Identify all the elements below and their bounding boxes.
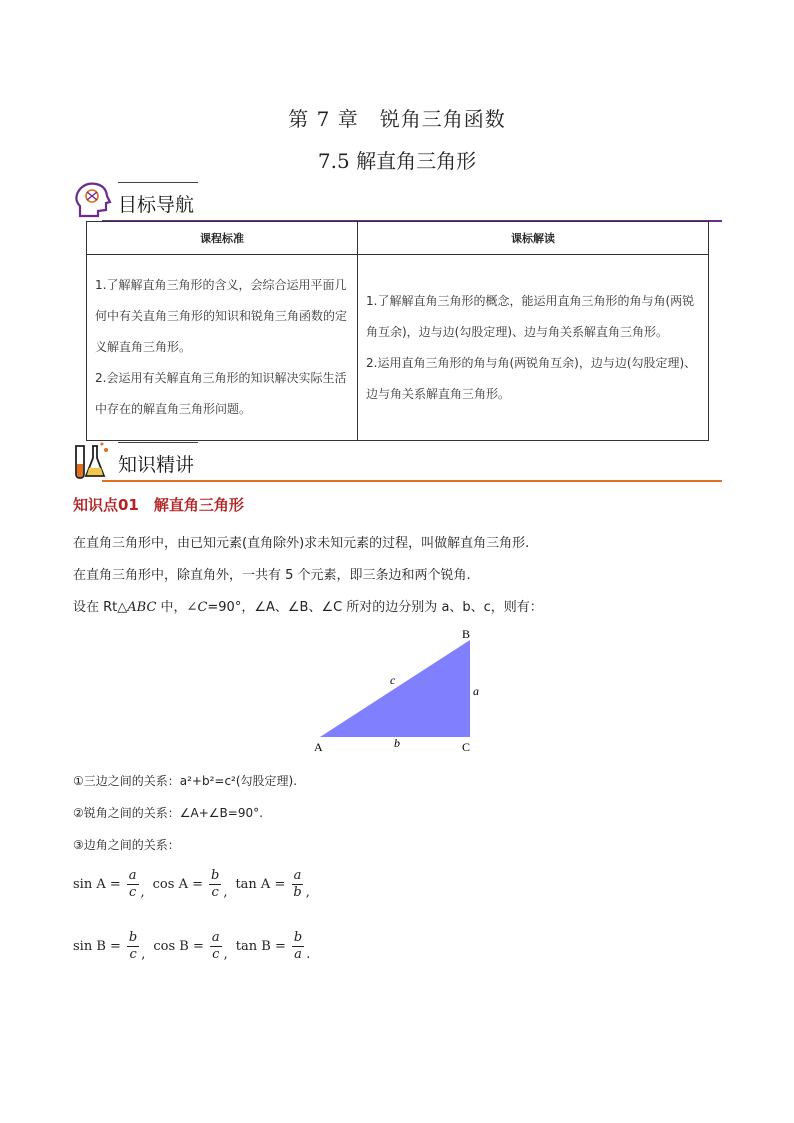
fraction-denominator: c (211, 885, 219, 900)
fraction-denominator: c (128, 885, 137, 900)
setup-triangle: △ABC (117, 600, 157, 615)
side-c-label: c (390, 673, 396, 687)
vertex-c-label: C (462, 740, 471, 754)
fraction-denominator: c (129, 947, 137, 962)
fraction-numerator: a (293, 868, 302, 883)
formula-fraction (291, 868, 303, 901)
formula-fraction (292, 930, 304, 963)
goals-section-header (72, 180, 722, 224)
col-interpretation-header: 课标解读 (358, 222, 709, 255)
formula-fraction (127, 930, 139, 963)
relation-angles: ②锐角之间的关系：∠A+∠B=90°. (73, 806, 263, 820)
goals-table-header-row (87, 222, 709, 255)
knowledge-divider (102, 480, 722, 482)
side-b-label: b (394, 736, 400, 750)
definition-paragraph: 在直角三角形中，由已知元素(直角除外)求未知元素的过程，叫做解直角三角形. (73, 536, 530, 551)
formula-separator: , (223, 885, 228, 900)
right-triangle (320, 640, 470, 737)
formula-fn: sin B = (73, 939, 121, 954)
lab-flask-icon (72, 440, 112, 480)
setup-angle: ∠C (186, 600, 208, 615)
fraction-numerator: b (210, 868, 220, 883)
knowledge-section-title: 知识精讲 (118, 454, 195, 476)
formula-fn: cos B = (153, 939, 204, 954)
goals-table (86, 221, 709, 441)
formula-fn: tan A = (235, 877, 286, 892)
interpretation-item: 2.运用直角三角形的角与角(两锐角互余)，边与边(勾股定理)、边与角关系解直角三角形。 (366, 355, 697, 401)
relation-sides: ①三边之间的关系：a²+b²=c²(勾股定理). (73, 774, 298, 788)
setup-paragraph (73, 596, 543, 615)
side-a-label: a (473, 684, 479, 698)
col-course-standard-header: 课程标准 (87, 222, 358, 255)
vertex-a-label: A (314, 740, 323, 754)
formula-fraction (210, 930, 222, 963)
formula-fn: sin A = (73, 877, 121, 892)
goals-table-row (87, 255, 709, 441)
knowledge-top-line (118, 442, 198, 443)
course-standard-cell (87, 255, 358, 441)
standard-item: 1.了解解直角三角形的含义，会综合运用平面几何中有关直角三角形的知识和锐角三角函数的定义解直角三角形。 (95, 278, 348, 354)
formula-separator: , (140, 885, 145, 900)
section-title: 7.5 解直角三角形 (317, 149, 477, 173)
formula-row-a (73, 868, 318, 901)
formula-separator: . (306, 947, 311, 962)
fraction-numerator: b (128, 930, 138, 945)
setup-text-pre: 设在 Rt (73, 600, 118, 615)
elements-paragraph: 在直角三角形中，除直角外，一共有 5 个元素，即三条边和两个锐角. (73, 568, 471, 583)
goals-top-line (118, 182, 198, 183)
formula-row-b (73, 930, 318, 963)
relation-side-angle: ③边角之间的关系： (73, 838, 180, 852)
formula-fraction (209, 868, 221, 901)
formula-separator: , (141, 947, 146, 962)
setup-text-mid: 中， (156, 600, 187, 615)
formula-fn: tan B = (235, 939, 286, 954)
fraction-denominator: b (293, 885, 302, 900)
fraction-denominator: a (294, 947, 302, 962)
interpretation-cell (358, 255, 709, 441)
brain-head-icon (72, 180, 112, 220)
chapter-title: 第 7 章 锐角三角函数 (288, 107, 506, 131)
fraction-denominator: c (212, 947, 220, 962)
formula-fraction (127, 868, 139, 901)
fraction-numerator: a (128, 868, 137, 883)
interpretation-item: 1.了解解直角三角形的概念，能运用直角三角形的角与角(两锐角互余)，边与边(勾股定理)、边与角关系解直角三角形。 (366, 293, 695, 339)
formula-fn: cos A = (152, 877, 203, 892)
right-triangle-diagram (300, 622, 500, 757)
standard-item: 2.会运用有关解直角三角形的知识解决实际生活中存在的解直角三角形问题。 (95, 371, 347, 416)
goals-section-title: 目标导航 (118, 194, 195, 216)
fraction-numerator: b (293, 930, 303, 945)
knowledge-point-title: 知识点01 解直角三角形 (73, 496, 244, 514)
vertex-b-label: B (462, 627, 471, 641)
formula-separator: , (305, 885, 310, 900)
knowledge-section-header (72, 440, 722, 484)
setup-text-rest: =90°，∠A、∠B、∠C 所对的边分别为 a、b、c，则有： (207, 600, 543, 615)
formula-separator: , (223, 947, 228, 962)
fraction-numerator: a (211, 930, 220, 945)
